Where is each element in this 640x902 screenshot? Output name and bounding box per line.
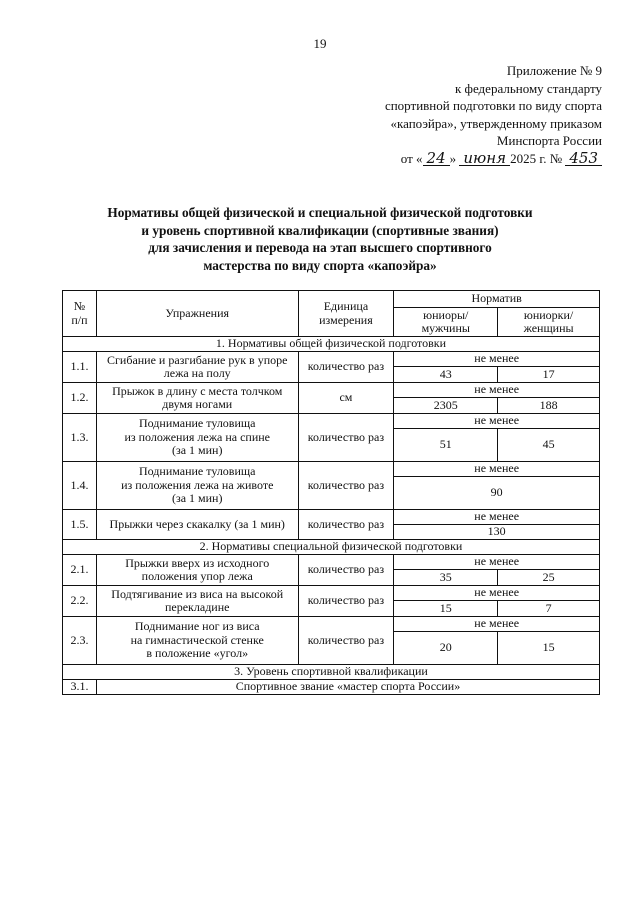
value-both: 90	[394, 477, 600, 510]
row-condition: не менее	[394, 352, 600, 367]
row-num: 1.2.	[63, 383, 97, 414]
row-unit: количество раз	[298, 462, 394, 510]
row-condition: не менее	[394, 414, 600, 429]
row-condition: не менее	[394, 617, 600, 632]
header-norm: Норматив	[394, 291, 600, 308]
row-exercise: Прыжки через скакалку (за 1 мин)	[96, 510, 298, 540]
value-m: 35	[394, 570, 498, 586]
value-m: 51	[394, 429, 498, 462]
header-row-1	[63, 291, 600, 308]
row-num: 1.5.	[63, 510, 97, 540]
row-unit: количество раз	[298, 617, 394, 665]
header-juniors-m: юниоры/ мужчины	[394, 308, 498, 337]
row-condition: не менее	[394, 462, 600, 477]
value-f: 15	[498, 632, 600, 665]
row-condition: не менее	[394, 586, 600, 601]
rank-text: Спортивное звание «мастер спорта России»	[96, 680, 599, 695]
page-number: 19	[313, 36, 327, 51]
row-unit: количество раз	[298, 414, 394, 462]
row-unit: количество раз	[298, 555, 394, 586]
appendix-line-1: Приложение № 9	[506, 63, 602, 78]
table-row	[63, 680, 600, 695]
table-row	[63, 617, 600, 632]
appendix-header	[302, 62, 602, 167]
table-row	[63, 352, 600, 367]
row-num: 2.2.	[63, 586, 97, 617]
row-num: 1.4.	[63, 462, 97, 510]
norms-table	[62, 290, 600, 695]
title-line-4: мастерства по виду спорта «капоэйра»	[203, 257, 437, 273]
appendix-line-3: спортивной подготовки по виду спорта	[384, 98, 602, 113]
value-f: 7	[498, 601, 600, 617]
row-num: 2.1.	[63, 555, 97, 586]
handwritten-order-number: 453	[565, 151, 602, 166]
document-title	[40, 204, 600, 274]
title-line-3: для зачисления и перевода на этап высшего спортивного	[148, 240, 492, 255]
row-exercise: Подтягивание из виса на высокой перекладине	[96, 586, 298, 617]
row-unit: см	[298, 383, 394, 414]
value-m: 15	[394, 601, 498, 617]
appendix-line-5: Минспорта России	[496, 133, 602, 148]
header-unit: Единица измерения	[298, 291, 394, 337]
section-row	[63, 665, 600, 680]
row-unit: количество раз	[298, 510, 394, 540]
table-row	[63, 555, 600, 570]
row-condition: не менее	[394, 555, 600, 570]
row-exercise: Поднимание туловища из положения лежа на животе (за 1 мин)	[96, 462, 298, 510]
section-title-3: 3. Уровень спортивной квалификации	[63, 665, 600, 680]
row-exercise: Поднимание туловища из положения лежа на спине (за 1 мин)	[96, 414, 298, 462]
section-row	[63, 337, 600, 352]
row-exercise: Поднимание ног из виса на гимнастической стенке в положение «угол»	[96, 617, 298, 665]
value-f: 188	[498, 398, 600, 414]
row-exercise: Сгибание и разгибание рук в упоре лежа на полу	[96, 352, 298, 383]
row-num: 3.1.	[63, 680, 97, 695]
value-m: 20	[394, 632, 498, 665]
date-year: 2025 г. №	[510, 150, 563, 166]
title-line-2: и уровень спортивной квалификации (спортивные звания)	[141, 222, 499, 238]
table-row	[63, 414, 600, 429]
value-m: 43	[394, 367, 498, 383]
row-unit: количество раз	[298, 352, 394, 383]
row-exercise: Прыжки вверх из исходного положения упор лежа	[96, 555, 298, 586]
handwritten-day: 24	[423, 151, 450, 166]
table-row	[63, 383, 600, 398]
section-title-2: 2. Нормативы специальной физической подготовки	[63, 540, 600, 555]
appendix-date-line	[302, 150, 602, 168]
appendix-line-2: к федеральному стандарту	[454, 80, 602, 96]
row-num: 1.1.	[63, 352, 97, 383]
header-exercise: Упражнения	[96, 291, 298, 337]
value-f: 17	[498, 367, 600, 383]
row-unit: количество раз	[298, 586, 394, 617]
row-condition: не менее	[394, 383, 600, 398]
header-juniors-f: юниорки/ женщины	[498, 308, 600, 337]
value-f: 45	[498, 429, 600, 462]
row-num: 2.3.	[63, 617, 97, 665]
section-row	[63, 540, 600, 555]
value-m: 2305	[394, 398, 498, 414]
date-prefix: от «	[400, 150, 423, 166]
value-both: 130	[394, 525, 600, 540]
appendix-line-4: «капоэйра», утвержденному приказом	[390, 115, 602, 131]
date-mid: »	[449, 150, 457, 166]
header-num: № п/п	[63, 291, 97, 337]
row-exercise: Прыжок в длину с места толчком двумя ногами	[96, 383, 298, 414]
row-condition: не менее	[394, 510, 600, 525]
table-row	[63, 462, 600, 477]
section-title-1: 1. Нормативы общей физической подготовки	[63, 337, 600, 352]
row-num: 1.3.	[63, 414, 97, 462]
handwritten-month: июня	[459, 151, 510, 166]
value-f: 25	[498, 570, 600, 586]
table-row	[63, 510, 600, 525]
title-line-1: Нормативы общей физической и специальной физической подготовки	[107, 205, 533, 220]
table-row	[63, 586, 600, 601]
